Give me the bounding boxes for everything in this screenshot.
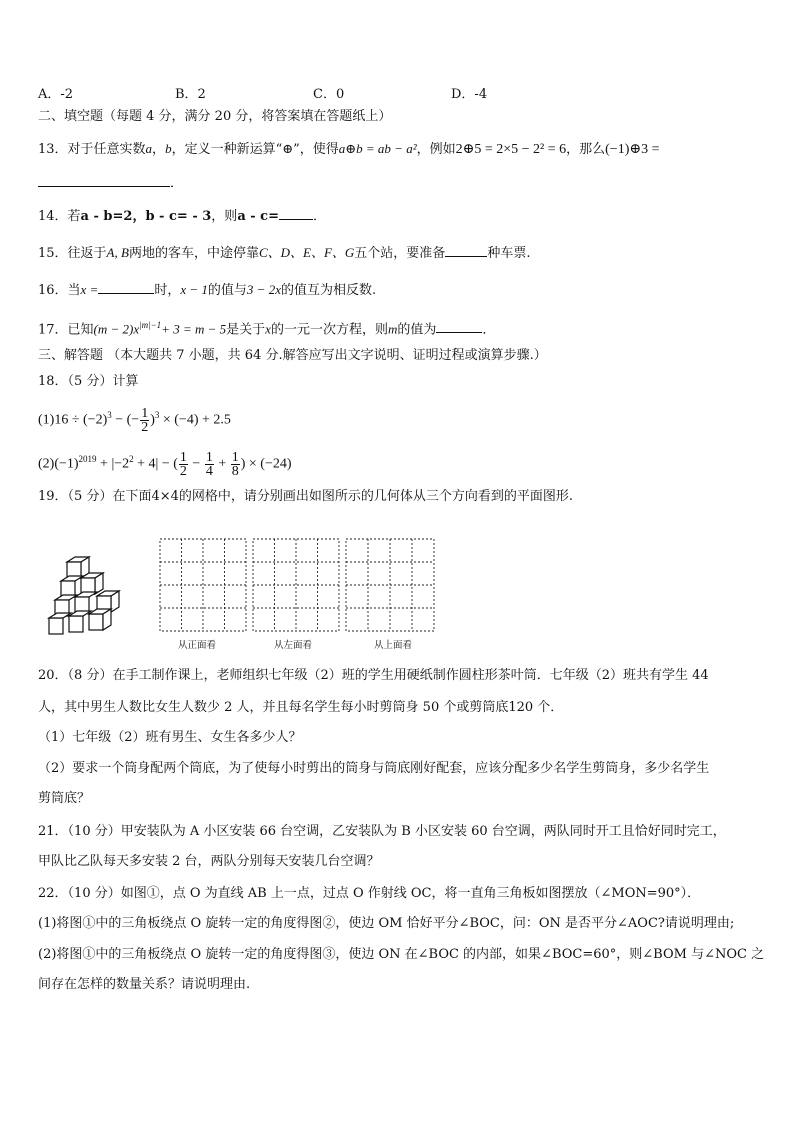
q18-p2-f3-num: 1 [231,449,239,465]
q18-title: 18．（5 分）计算 [38,374,139,389]
q18-p2-f2-den: 4 [205,463,213,479]
q18-p2-b: + |−2 [96,456,130,472]
q15-ab: A, B [106,245,129,260]
q13-sep: ， [152,142,166,157]
q17-answer-blank[interactable] [436,320,482,333]
question-13 [38,139,760,160]
q18-p1-den: 2 [141,419,149,435]
q13-example-lead: ，例如 [416,142,456,157]
q18-p2-d: ) × (−24) [240,456,292,472]
q17-end2: ． [482,322,496,338]
view-grids [158,538,438,636]
q18-p1-fraction [140,407,149,434]
question-17 [38,315,760,340]
q14-mid: ，则 [211,209,238,224]
q13-var-a: a [145,141,153,156]
option-d: D．-4 [451,87,488,102]
q17-eq-a: (m − 2)x [93,321,140,337]
q18-p1-num: 1 [141,405,149,421]
q18-p1-exp2: 3 [154,410,160,420]
q15-mid: 两地的客车，中途停靠 [128,246,259,261]
q15-lead: 15．往返于 [38,246,107,261]
question-19: 19．（5 分）在下面4×4的网格中，请分别画出如图所示的几何体从三个方向看到的平面图形. [38,489,574,504]
q14-ask: a - c= [237,209,279,224]
q17-m: m [387,321,398,337]
q16-expr2: 3 − 2x [246,282,281,297]
q18-p2-m1: − [188,456,204,472]
q22-line-3: (2)将图①中的三角板绕点 O 旋转一定的角度得图③，使边 ON 在∠BOC 的内部，如果∠BOC=60°，则∠BOM 与∠NOC 之 [38,947,765,962]
cube-stack-cubes [49,557,119,634]
q17-mid: 是关于 [226,322,266,338]
q18-part-1 [38,400,760,435]
q13-tail: ，那么 [566,142,606,157]
q18-p2-frac1 [179,451,188,478]
q13-definition: a⊕b = ab − a² [338,141,417,156]
q18-p1-d: × (−4) + 2.5 [159,412,231,428]
q17-eq-exp: |m|−1 [139,320,162,330]
q18-p2-exp: 2019 [78,454,97,464]
q16-answer-blank[interactable] [98,281,154,294]
q15-stops: C、D、E、F、G [258,245,355,260]
q14-condition: a - b=2，b - c= - 3 [80,209,212,224]
q17-mid2: 的一元一次方程，则 [270,322,388,338]
q21-line-1: 21．（10 分）甲安装队为 A 小区安装 66 台空调，乙安装队为 B 小区安装 60 台空调，两队同时开工且恰好同时完工， [38,824,726,839]
q18-p2-f1-den: 2 [179,463,187,479]
q15-answer-blank[interactable] [445,244,487,257]
q15-end: 种车票. [487,246,531,261]
q13-lead: 13．对于任意实数 [38,142,146,157]
q16-mid: 时， [154,283,181,298]
q20-line-2: 人，其中男生人数比女生人数少 2 人，并且每名学生每小时剪筒身 50 个或剪筒底120 个． [38,700,564,715]
q18-p1-c: ) [150,412,155,428]
q16-expr1: x − 1 [180,282,208,297]
q14-end: ． [313,209,327,224]
q18-p2-f2-num: 1 [205,449,213,465]
q17-x: x [265,321,271,337]
q22-line-4: 间存在怎样的数量关系？请说明理由. [38,977,251,992]
q16-x: x = [80,282,99,297]
q13-example: 2⊕5 = 2×5 − 2² = 6 [455,142,567,157]
q22-line-1: 22．（10 分）如图①，点 O 为直线 AB 上一点，过点 O 作射线 OC，将一直角三角板如图摆放（∠MON=90°）． [38,886,701,901]
q16-mid2: 的值与 [207,283,247,298]
q17-end1: 的值为 [397,322,437,338]
grid-label-left: 从左面看 [274,640,313,651]
option-c: C．0 [313,87,345,102]
q18-p2-c: + 4| − ( [133,456,178,472]
section-3-heading: 三、解答题 （本大题共 7 小题，共 64 分.解答应写出文字说明、证明过程或演算步骤.） [38,348,547,363]
cube-stack-figure [47,556,133,638]
q13-end: ． [170,176,184,191]
question-16 [38,280,760,301]
q18-p2-exp2: 2 [129,454,134,464]
q18-p2-m2: + [214,456,230,472]
q20-line-1: 20．（8 分）在手工制作课上，老师组织七年级（2）班的学生用硬纸制作圆柱形茶叶筒．七年级（2）班共有学生 44 [38,668,709,683]
q20-sub-2a: （2）要求一个筒身配两个筒底，为了使每小时剪出的筒身与筒底刚好配套，应该分配多少名学生剪筒身，多少名学生 [38,761,710,776]
q13-var-b: b [165,141,172,156]
grid-label-top: 从上面看 [374,640,413,651]
q13-ask: (−1)⊕3 = [605,142,660,157]
question-14 [38,207,760,227]
option-a: A．-2 [38,87,74,102]
q20-sub-2b: 剪筒底？ [38,791,91,806]
q18-p1-exp: 3 [107,410,112,420]
q16-end: 的值互为相反数. [280,283,377,298]
q18-part-2 [38,443,760,477]
grid-top[interactable] [346,539,434,631]
q18-p1-b: − (− [111,412,140,428]
q18-p2-a: (2)(−1) [38,456,79,472]
grid-label-front: 从正面看 [178,640,217,651]
option-b: B．2 [175,87,206,102]
q18-p2-f1-num: 1 [179,449,187,465]
q17-eq-b: + 3 = m − 5 [161,321,227,337]
q18-p2-frac3 [231,451,240,478]
q20-sub-1: （1）七年级（2）班有男生、女生各多少人？ [38,730,302,745]
section-2-heading: 二、填空题（每题 4 分，满分 20 分，将答案填在答题纸上） [38,109,392,124]
q15-tail: 五个站，要准备 [354,246,446,261]
q18-p2-frac2 [205,451,214,478]
q14-lead: 14．若 [38,209,81,224]
grid-front[interactable] [160,539,246,631]
q21-line-2: 甲队比乙队每天多安装 2 台，两队分别每天安装几台空调？ [38,854,380,869]
q14-answer-blank[interactable] [279,207,313,220]
q17-lead: 17．已知 [38,322,94,338]
q18-p1-a: (1)16 ÷ (−2) [38,412,108,428]
question-15 [38,243,760,264]
q13-answer-line [38,174,760,194]
q13-mid: ，定义一种新运算“⊕”，使得 [171,142,339,157]
q18-p2-f3-den: 8 [231,463,239,479]
q16-lead: 16．当 [38,283,81,298]
grid-left[interactable] [253,539,339,631]
q13-answer-blank[interactable] [38,174,170,187]
q22-line-2: (1)将图①中的三角板绕点 O 旋转一定的角度得图②，使边 OM 恰好平分∠BOC，问：ON 是否平分∠AOC?请说明理由; [38,916,735,931]
